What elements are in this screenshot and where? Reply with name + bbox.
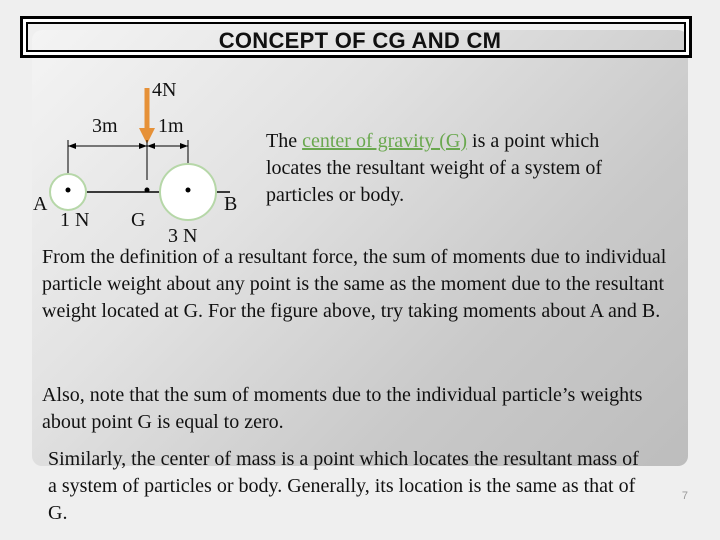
dim-left-label: 3m [92,115,118,137]
point-g-dot [145,188,150,193]
dim-arrow [180,143,188,149]
point-b-label: B [224,193,238,215]
point-a-label: A [33,193,48,215]
dim-arrow [68,143,76,149]
cg-term: center of gravity (G) [302,130,468,152]
mass-1n-label: 1 N [60,209,90,231]
dim-arrow [139,143,147,149]
paragraph-moments: From the definition of a resultant force, the sum of moments due to individual particle weight about any point is the same as the moment due to the resultant weight located at G. For the figure above, try taking moments about A and B. [42,246,667,322]
dim-arrow [147,143,155,149]
mass-3n-label: 3 N [168,225,198,247]
force-label: 4N [152,79,177,101]
paragraph-zero-moment: Also, note that the sum of moments due to the individual particle’s weights about point G is equal to zero. [42,384,643,433]
mass-3n-center [186,188,191,193]
cg-diagram [0,0,260,260]
slide-title: CONCEPT OF CG AND CM [218,28,502,53]
mass-1n-center [66,188,71,193]
cg-definition: The center of gravity (G) is a point which locates the resultant weight of a system of particles or body. [266,130,603,206]
page-number: 7 [681,490,688,502]
point-g-label: G [131,209,146,231]
dim-right-label: 1m [158,115,184,137]
paragraph-center-of-mass: Similarly, the center of mass is a point which locates the resultant mass of a system of particles or body. Generally, its location is the same as that of G. [48,448,639,524]
